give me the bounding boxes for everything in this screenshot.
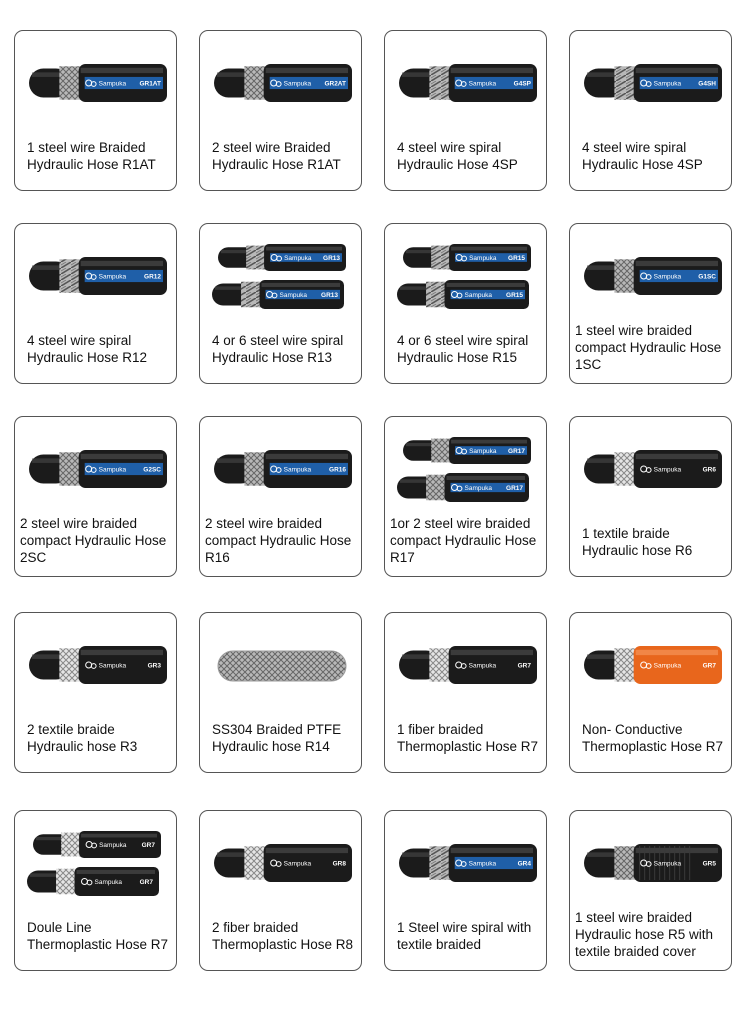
brand-label: Sampuka [98, 273, 127, 281]
product-image [391, 425, 542, 515]
hose-illustration [27, 867, 159, 896]
reinforcement-braid [426, 475, 447, 501]
product-code: G4SP [513, 80, 531, 88]
product-card[interactable] [14, 416, 177, 577]
product-image [576, 819, 727, 909]
hose-illustration [584, 64, 722, 102]
product-caption: Non- Conductive Thermoplastic Hose R7 [582, 722, 724, 754]
reinforcement-braid [244, 452, 266, 485]
hose-illustration [584, 450, 722, 488]
product-image [576, 39, 727, 129]
product-card[interactable] [569, 223, 732, 384]
reinforcement-braid [614, 259, 636, 292]
brand-label: Sampuka [468, 662, 497, 670]
product-card[interactable] [14, 810, 177, 971]
product-code: G4SH [698, 80, 716, 88]
reinforcement-braid [244, 846, 266, 879]
product-caption: Doule Line Thermoplastic Hose R7 [27, 920, 169, 952]
reinforcement-braid [429, 66, 451, 99]
reinforcement-braid [59, 452, 81, 485]
brand-label: Sampuka [283, 466, 312, 474]
reinforcement-braid [56, 869, 77, 895]
reinforcement-braid [59, 648, 81, 681]
product-card[interactable] [569, 612, 732, 773]
product-code: GR13 [321, 292, 338, 299]
product-caption: 1 steel wire braided Hydraulic hose R5 with textile braided cover [575, 910, 714, 959]
product-card[interactable] [384, 30, 547, 191]
brand-label: Sampuka [468, 860, 497, 868]
brand-label: Sampuka [283, 80, 312, 88]
product-image [576, 425, 727, 515]
product-code: GR7 [141, 842, 155, 849]
product-image [206, 39, 357, 129]
product-caption: 1 textile braide Hydraulic hose R6 [582, 526, 693, 558]
product-image [21, 621, 172, 711]
brand-label: Sampuka [279, 292, 307, 299]
product-caption: 2 fiber braided Thermoplastic Hose R8 [212, 920, 354, 952]
product-card[interactable] [569, 416, 732, 577]
product-image [391, 621, 542, 711]
product-image [21, 819, 172, 909]
hose-illustration [399, 646, 537, 684]
product-code: GR7 [702, 662, 716, 670]
reinforcement-braid [59, 259, 81, 292]
hose-illustration [399, 844, 537, 882]
brand-label: Sampuka [94, 879, 122, 886]
product-caption: 1 steel wire Braided Hydraulic Hose R1AT [27, 140, 156, 172]
product-code: GR15 [508, 255, 525, 262]
brand-label: Sampuka [469, 448, 497, 455]
product-code: GR15 [506, 292, 523, 299]
product-caption: 4 steel wire spiral Hydraulic Hose 4SP [582, 140, 703, 172]
brand-label: Sampuka [468, 80, 497, 88]
braided-sleeve [218, 651, 346, 681]
brand-label: Sampuka [464, 485, 492, 492]
reinforcement-braid [59, 66, 81, 99]
hose-illustration [218, 651, 346, 681]
product-image [391, 39, 542, 129]
brand-label: Sampuka [653, 860, 682, 868]
brand-label: Sampuka [653, 273, 682, 281]
product-caption: 2 steel wire Braided Hydraulic Hose R1AT [212, 140, 341, 172]
brand-label: Sampuka [98, 662, 127, 670]
brand-label: Sampuka [464, 292, 492, 299]
product-image [21, 425, 172, 515]
reinforcement-braid [429, 648, 451, 681]
product-card[interactable] [569, 30, 732, 191]
reinforcement-braid [246, 246, 266, 270]
hose-illustration [397, 473, 529, 502]
product-code: GR12 [144, 273, 161, 281]
product-image [206, 819, 357, 909]
product-code: G1SC [698, 273, 716, 281]
product-caption: 1 Steel wire spiral with textile braided [397, 920, 532, 952]
product-card[interactable] [199, 223, 362, 384]
product-code: GR7 [139, 879, 153, 886]
reinforcement-braid [431, 246, 451, 270]
reinforcement-braid [241, 282, 262, 308]
reinforcement-braid [61, 833, 81, 857]
hose-illustration [218, 244, 346, 271]
hose-illustration [403, 437, 531, 464]
product-code: GR16 [329, 466, 346, 474]
product-code: GR17 [508, 448, 525, 455]
hose-illustration [212, 280, 344, 309]
product-image [576, 232, 727, 322]
reinforcement-braid [244, 66, 266, 99]
product-image [21, 232, 172, 322]
hose-illustration [214, 450, 352, 488]
product-image [206, 621, 357, 711]
product-caption: SS304 Braided PTFE Hydraulic hose R14 [212, 722, 342, 754]
brand-label: Sampuka [98, 466, 127, 474]
product-caption: 1 fiber braided Thermoplastic Hose R7 [397, 722, 539, 754]
product-code: GR7 [517, 662, 531, 670]
product-card[interactable] [384, 223, 547, 384]
product-image [206, 425, 357, 515]
brand-label: Sampuka [653, 80, 682, 88]
reinforcement-braid [614, 648, 636, 681]
product-caption: 4 steel wire spiral Hydraulic Hose 4SP [397, 140, 518, 172]
brand-label: Sampuka [653, 662, 682, 670]
product-caption: 2 steel wire braided compact Hydraulic Hose 2SC [20, 516, 167, 565]
hose-illustration [584, 844, 722, 882]
product-image [391, 232, 542, 322]
reinforcement-braid [426, 282, 447, 308]
product-card[interactable] [199, 612, 362, 773]
reinforcement-braid [614, 452, 636, 485]
hose-illustration [29, 646, 167, 684]
brand-label: Sampuka [653, 466, 682, 474]
product-caption: 1 steel wire braided compact Hydraulic Hose 1SC [575, 323, 722, 372]
product-code: GR4 [517, 860, 531, 868]
product-code: GR8 [332, 860, 346, 868]
hose-illustration [29, 64, 167, 102]
reinforcement-braid [614, 846, 636, 879]
brand-label: Sampuka [98, 80, 127, 88]
product-card[interactable] [14, 612, 177, 773]
reinforcement-braid [431, 439, 451, 463]
product-card[interactable] [384, 810, 547, 971]
product-image [576, 621, 727, 711]
product-card[interactable] [384, 416, 547, 577]
product-caption: 4 or 6 steel wire spiral Hydraulic Hose R15 [397, 333, 529, 365]
brand-label: Sampuka [283, 860, 312, 868]
hose-illustration [403, 244, 531, 271]
product-image [21, 39, 172, 129]
brand-label: Sampuka [469, 255, 497, 262]
brand-label: Sampuka [284, 255, 312, 262]
product-image [206, 232, 357, 322]
product-card[interactable] [569, 810, 732, 971]
product-caption: 2 steel wire braided compact Hydraulic Hose R16 [205, 516, 352, 565]
product-image [391, 819, 542, 909]
product-code: GR3 [147, 662, 161, 670]
hose-illustration [33, 831, 161, 858]
product-code: GR2AT [324, 80, 346, 88]
product-code: GR6 [702, 466, 716, 474]
reinforcement-braid [614, 66, 636, 99]
brand-label: Sampuka [99, 842, 127, 849]
hose-illustration [214, 844, 352, 882]
product-code: GR1AT [139, 80, 161, 88]
hose-illustration [214, 64, 352, 102]
hose-illustration [584, 257, 722, 295]
product-caption: 1or 2 steel wire braided compact Hydraulic Hose R17 [390, 516, 537, 565]
product-card[interactable] [199, 810, 362, 971]
hose-illustration [29, 257, 167, 295]
product-caption: 2 textile braide Hydraulic hose R3 [27, 722, 138, 754]
product-card[interactable] [14, 223, 177, 384]
product-card[interactable] [199, 416, 362, 577]
product-card[interactable] [199, 30, 362, 191]
product-code: G2SC [143, 466, 161, 474]
product-caption: 4 steel wire spiral Hydraulic Hose R12 [27, 333, 148, 365]
product-code: GR5 [702, 860, 716, 868]
product-card[interactable] [14, 30, 177, 191]
product-card[interactable] [384, 612, 547, 773]
product-code: GR13 [323, 255, 340, 262]
reinforcement-braid [429, 846, 451, 879]
hose-illustration [397, 280, 529, 309]
product-caption: 4 or 6 steel wire spiral Hydraulic Hose R13 [212, 333, 344, 365]
hose-illustration [399, 64, 537, 102]
hose-illustration [584, 646, 722, 684]
hose-illustration [29, 450, 167, 488]
product-code: GR17 [506, 485, 523, 492]
